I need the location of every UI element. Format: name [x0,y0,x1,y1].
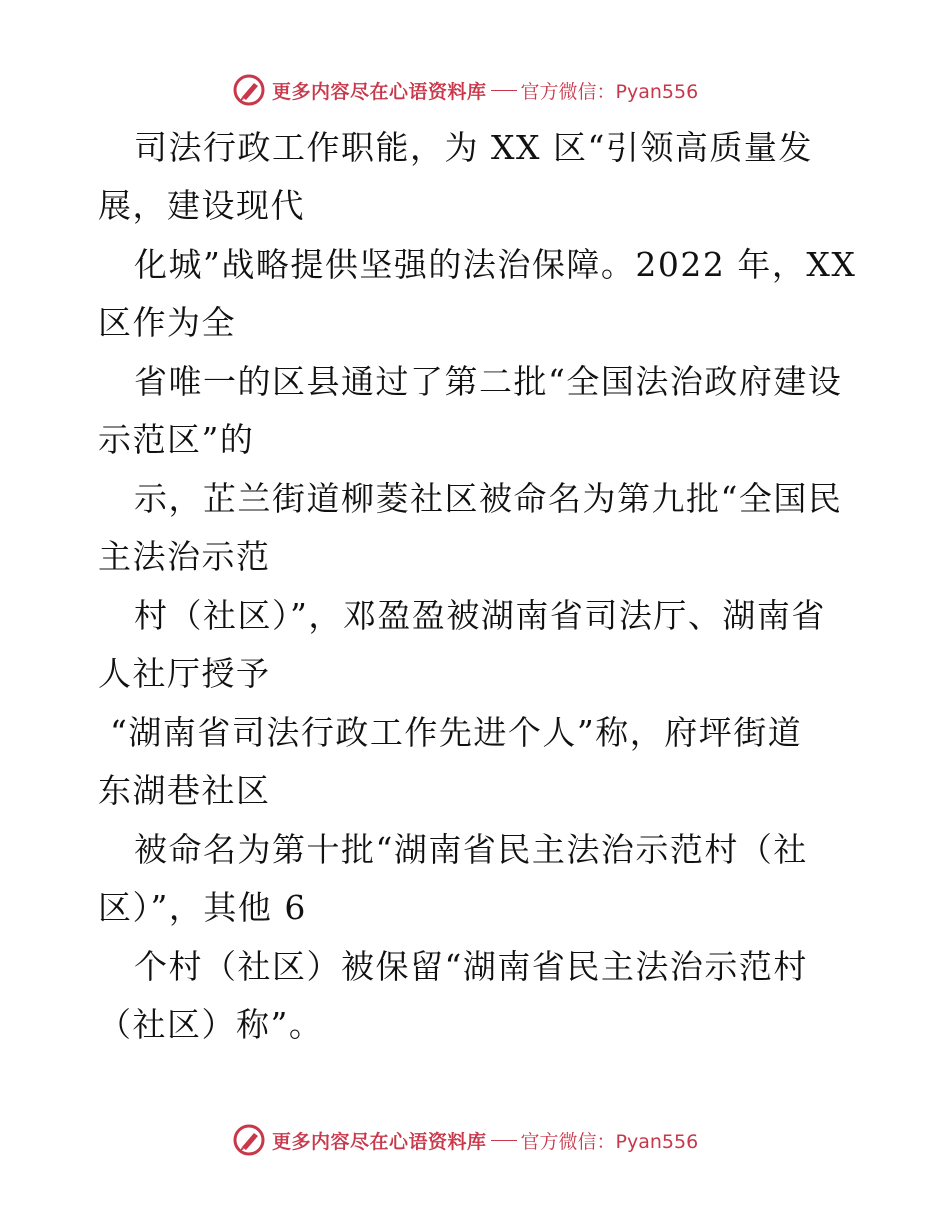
body-line: “湖南省司法行政工作先进个人”称，府坪街道 [110,713,803,752]
body-line: 展，建设现代 [98,186,305,225]
banner-wechat: 官方微信：Pyan556 [520,80,699,103]
body-line: （社区）称”。 [98,1005,324,1044]
body-line: 人社厅授予 [98,654,271,693]
body-line: 村（社区）”，邓盈盈被湖南省司法厅、湖南省 [134,596,826,635]
body-line: 区）”，其他 6 [98,888,307,927]
body-line: 示范区”的 [98,420,255,459]
body-line: 东湖巷社区 [98,771,271,810]
body-line: 示，芷兰街道柳菱社区被命名为第九批“全国民 [134,479,843,518]
body-line: 省唯一的区县通过了第二批“全国法治政府建设 [134,362,843,401]
body-line: 化城”战略提供坚强的法治保障。2022 年，XX [134,245,857,284]
banner-divider [491,1140,517,1141]
banner-divider [491,90,517,91]
logo-icon [232,1123,266,1157]
banner-text: 更多内容尽在心语资料库 [272,1130,487,1153]
banner-wechat: 官方微信：Pyan556 [520,1130,699,1153]
footer-banner [232,1122,698,1158]
body-line: 区作为全 [98,303,236,342]
header-banner [232,72,698,108]
banner-text: 更多内容尽在心语资料库 [272,80,487,103]
body-line: 司法行政工作职能，为 XX 区“引领高质量发 [134,128,813,167]
body-line: 主法治示范 [98,537,271,576]
body-line: 被命名为第十批“湖南省民主法治示范村（社 [134,830,808,869]
body-line: 个村（社区）被保留“湖南省民主法治示范村 [134,947,808,986]
logo-icon [232,73,266,107]
